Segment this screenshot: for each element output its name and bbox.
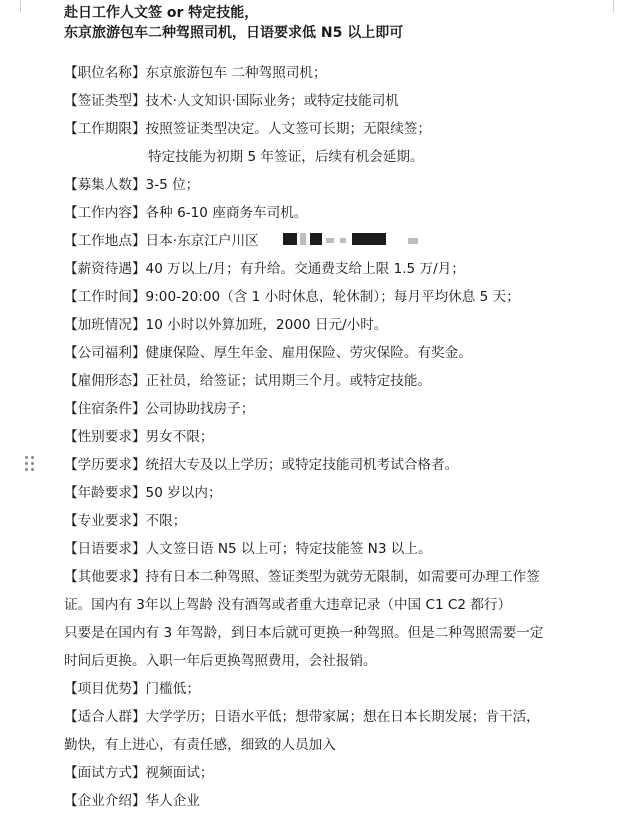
education-line: 【学历要求】统招大专及以上学历；或特定技能司机考试合格者。	[64, 457, 459, 473]
interview-line: 【面试方式】视频面试；	[64, 765, 214, 781]
work-location-line: 【工作地点】日本·东京江户川区	[64, 233, 259, 249]
redaction-mark	[340, 238, 346, 243]
redaction-mark	[352, 233, 386, 245]
headcount-line: 【募集人数】3-5 位；	[64, 177, 200, 193]
drag-handle-icon[interactable]	[25, 456, 35, 474]
target-audience-line: 【适合人群】大学学历；日语水平低；想带家属；想在日本长期发展；肯干活，	[64, 709, 540, 725]
gender-line: 【性别要求】男女不限；	[64, 429, 214, 445]
age-line: 【年龄要求】50 岁以内；	[64, 485, 222, 501]
overtime-line: 【加班情况】10 小时以外算加班，2000 日元/小时。	[64, 317, 388, 333]
job-content-line: 【工作内容】各种 6-10 座商务车司机。	[64, 205, 308, 221]
redaction-mark	[300, 233, 306, 245]
other-requirements-continuation: 只要是在国内有 3 年驾龄，到日本后就可更换一种驾照。但是二种驾照需要一定	[64, 625, 544, 641]
salary-line: 【薪资待遇】40 万以上/月；有升给。交通费支给上限 1.5 万/月；	[64, 261, 465, 277]
work-hours-line: 【工作时间】9:00-20:00（含 1 小时休息，轮休制）；每月平均休息 5 天；	[64, 289, 520, 305]
page-corner-left	[20, 0, 21, 12]
document-title-line1: 赴日工作人文签 or 特定技能，	[64, 5, 259, 21]
other-requirements-continuation: 证。国内有 3年以上驾龄 没有酒驾或者重大违章记录（中国 C1 C2 都行）	[64, 597, 512, 613]
benefits-line: 【公司福利】健康保险、厚生年金、雇用保险、劳灾保险。有奖金。	[64, 345, 472, 361]
employment-type-line: 【雇佣形态】正社员，给签证；试用期三个月。或特定技能。	[64, 373, 432, 389]
japanese-line: 【日语要求】人文签日语 N5 以上可；特定技能签 N3 以上。	[64, 541, 432, 557]
redaction-mark	[326, 238, 334, 243]
work-term-continuation: 特定技能为初期 5 年签证，后续有机会延期。	[148, 149, 424, 165]
redaction-mark	[310, 233, 322, 245]
page-corner-right	[613, 0, 614, 12]
document-title-line2: 东京旅游包车二种驾照司机，日语要求低 N5 以上即可	[64, 25, 404, 41]
advantage-line: 【项目优势】门槛低；	[64, 681, 200, 697]
company-intro-line: 【企业介绍】华人企业	[64, 793, 200, 809]
major-line: 【专业要求】不限；	[64, 513, 187, 529]
job-title-line: 【职位名称】东京旅游包车 二种驾照司机；	[64, 65, 327, 81]
work-term-line: 【工作期限】按照签证类型决定。人文签可长期；无限续签；	[64, 121, 432, 137]
other-requirements-line: 【其他要求】持有日本二种驾照、签证类型为就劳无限制，如需要可办理工作签	[64, 569, 540, 585]
target-audience-continuation: 勤快，有上进心，有责任感，细致的人员加入	[64, 737, 336, 753]
other-requirements-continuation: 时间后更换。入职一年后更换驾照费用，会社报销。	[64, 653, 377, 669]
housing-line: 【住宿条件】公司协助找房子；	[64, 401, 255, 417]
redaction-mark	[283, 233, 297, 245]
redaction-mark	[408, 238, 418, 244]
visa-type-line: 【签证类型】技术·人文知识·国际业务；或特定技能司机	[64, 93, 399, 109]
